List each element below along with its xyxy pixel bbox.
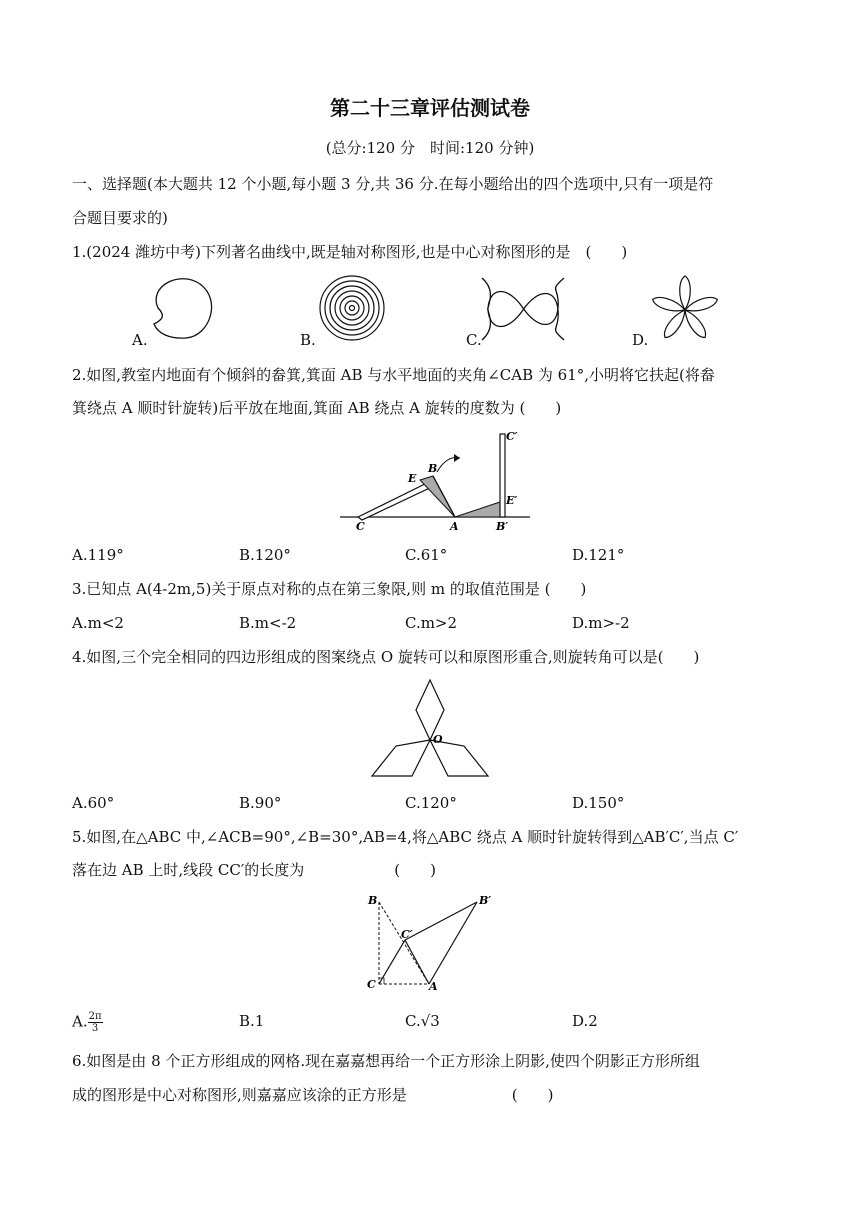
- q5-label-b-prime: B′: [479, 894, 492, 907]
- q2-label-b: B: [428, 462, 438, 475]
- q4-option-d: D.150°: [572, 794, 625, 812]
- q2-option-c: C.61°: [405, 546, 448, 564]
- q3-option-c: C.m>2: [405, 614, 458, 632]
- q3-option-b: B.m<-2: [239, 614, 297, 632]
- q4-label-o: O: [433, 733, 443, 746]
- q5-label-c: C: [367, 978, 376, 991]
- q5-option-a-denominator: 3: [91, 1023, 99, 1034]
- q1-label-b: B.: [300, 331, 316, 349]
- q5-stem-line1: 5.如图,在△ABC 中,∠ACB=90°,∠B=30°,AB=4,将△ABC 绕点 A 顺时针旋转得到△AB′C′,当点 C′: [72, 828, 739, 846]
- q2-label-e-prime: E′: [506, 494, 518, 507]
- q1-label-a: A.: [132, 331, 148, 349]
- q2-stem-line1: 2.如图,教室内地面有个倾斜的畚箕,箕面 AB 与水平地面的夹角∠CAB 为 61°,小明将它扶起(将畚: [72, 366, 715, 384]
- q1-figure-d-rose: [640, 272, 730, 344]
- q2-dustpan-figure: [340, 426, 530, 538]
- q5-triangle-figure: [365, 892, 495, 992]
- q2-option-a: A.119°: [72, 546, 124, 564]
- q2-label-c: C: [356, 520, 365, 533]
- q5-option-c: C.√3: [405, 1012, 440, 1030]
- q2-stem-line2: 箕绕点 A 顺时针旋转)后平放在地面,箕面 AB 绕点 A 旋转的度数为 ( ): [72, 399, 562, 417]
- q5-label-b: B: [368, 894, 378, 907]
- q4-stem: 4.如图,三个完全相同的四边形组成的图案绕点 O 旋转可以和原图形重合,则旋转角可以是( ): [72, 648, 700, 666]
- q1-label-c: C.: [466, 331, 482, 349]
- q4-option-c: C.120°: [405, 794, 457, 812]
- page-title: 第二十三章评估测试卷: [330, 96, 530, 120]
- q2-option-d: D.121°: [572, 546, 625, 564]
- q1-figure-a-cardioid: [140, 272, 220, 342]
- q5-option-a: [72, 1011, 103, 1034]
- q4-option-a: A.60°: [72, 794, 115, 812]
- q5-option-a-prefix: A.: [72, 1012, 88, 1031]
- q5-label-c-prime: C′: [401, 928, 413, 941]
- q1-figure-c-curve: [478, 274, 568, 344]
- section-heading-line1: 一、选择题(本大题共 12 个小题,每小题 3 分,共 36 分.在每小题给出的四个选项中,只有一项是符: [72, 175, 714, 193]
- section-heading-line2: 合题目要求的): [72, 209, 168, 227]
- q6-stem-line2: 成的图形是中心对称图形,则嘉嘉应该涂的正方形是 ( ): [72, 1086, 554, 1104]
- q2-label-a: A: [450, 520, 459, 533]
- q2-label-e: E: [408, 472, 417, 485]
- q5-label-a: A: [429, 980, 438, 993]
- q5-option-a-numerator: 2π: [88, 1011, 102, 1022]
- q1-figure-b-spiral: [312, 272, 392, 342]
- q3-option-a: A.m<2: [72, 614, 124, 632]
- q4-option-b: B.90°: [239, 794, 282, 812]
- q6-stem-line1: 6.如图是由 8 个正方形组成的网格.现在嘉嘉想再给一个正方形涂上阴影,使四个阴影正方形所组: [72, 1052, 700, 1070]
- q1-label-d: D.: [632, 331, 649, 349]
- q1-stem: 1.(2024 潍坊中考)下列著名曲线中,既是轴对称图形,也是中心对称图形的是 ( ): [72, 243, 628, 261]
- q2-label-b-prime: B′: [496, 520, 509, 533]
- q5-stem-line2: 落在边 AB 上时,线段 CC′的长度为 ( ): [72, 861, 436, 879]
- q2-option-b: B.120°: [239, 546, 291, 564]
- q5-option-b: B.1: [239, 1012, 265, 1030]
- q2-label-c-prime: C′: [506, 430, 518, 443]
- q3-stem: 3.已知点 A(4-2m,5)关于原点对称的点在第三象限,则 m 的取值范围是 ( ): [72, 580, 587, 598]
- q5-option-d: D.2: [572, 1012, 598, 1030]
- page-subtitle: (总分:120 分 时间:120 分钟): [325, 139, 535, 157]
- q3-option-d: D.m>-2: [572, 614, 630, 632]
- q4-quadrilateral-figure: [370, 676, 490, 780]
